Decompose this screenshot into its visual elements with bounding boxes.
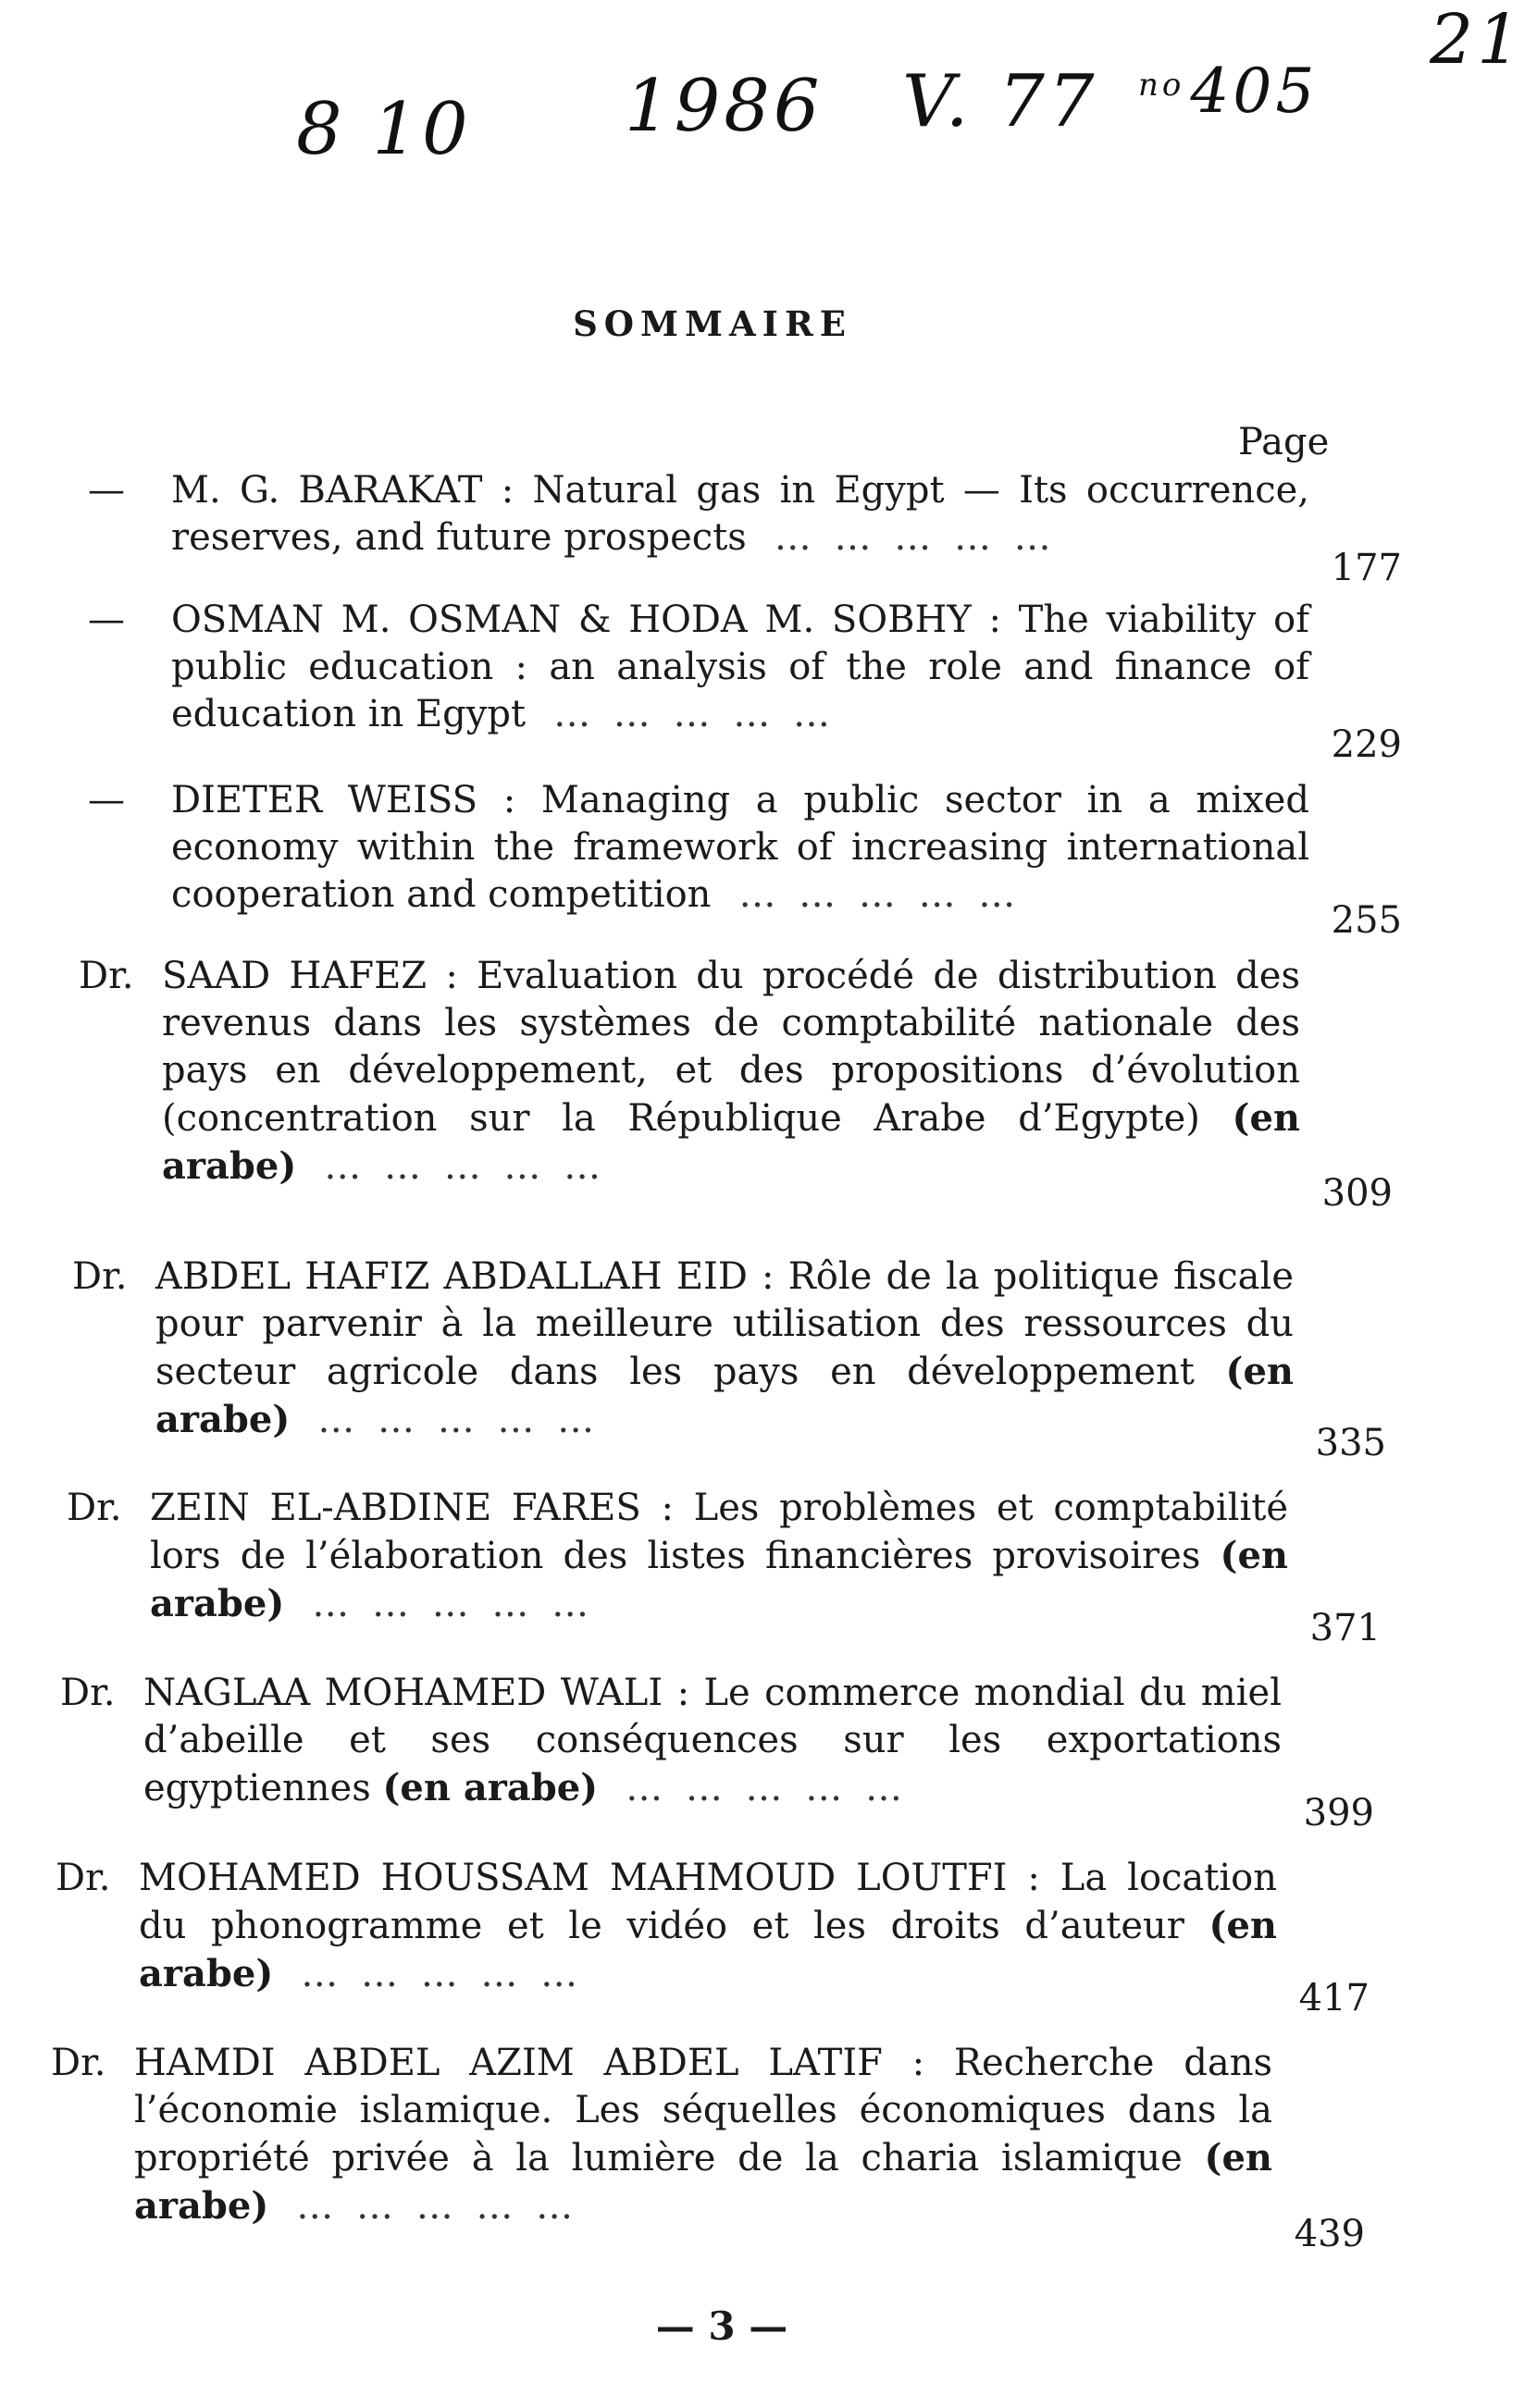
leader-dots: … … … … … bbox=[301, 1953, 584, 1995]
toc-entry bbox=[60, 1670, 1374, 1836]
handwritten-year: 1986 bbox=[625, 65, 824, 148]
entry-page: 309 bbox=[1321, 1172, 1393, 1215]
toc-entry bbox=[88, 777, 1402, 942]
entry-text: HAMDI ABDEL AZIM ABDEL LATIF : Recherche dans l’économie islamique. Les séquelles économiques dans la propriété privée à la lumière de la charia islamique bbox=[134, 2042, 1272, 2180]
toc-entry bbox=[79, 953, 1393, 1221]
entry-prefix: — bbox=[88, 599, 125, 641]
leader-dots: … … … … … bbox=[317, 1399, 601, 1441]
toc-entry bbox=[67, 1485, 1381, 1651]
entry-language-note: (en arabe) bbox=[134, 2136, 1272, 2228]
leader-dots: … … … … … bbox=[324, 1145, 607, 1188]
entry-body bbox=[143, 1670, 1282, 1812]
entry-page: 371 bbox=[1309, 1607, 1381, 1649]
entry-prefix: Dr. bbox=[72, 1255, 128, 1298]
leader-dots: … … … … … bbox=[626, 1767, 908, 1809]
leader-dots: … … … … … bbox=[738, 873, 1022, 916]
entry-page: 177 bbox=[1331, 547, 1402, 589]
entry-body bbox=[155, 1253, 1294, 1444]
entry-page: 439 bbox=[1294, 2213, 1365, 2255]
toc-entry bbox=[56, 1855, 1370, 2021]
handwritten-number-prefix: no bbox=[1138, 67, 1185, 104]
entry-prefix: Dr. bbox=[51, 2042, 106, 2084]
entry-body bbox=[139, 1855, 1277, 1998]
leader-dots: … … … … … bbox=[774, 516, 1057, 559]
handwritten-number-value: 405 bbox=[1190, 56, 1319, 127]
handwritten-number bbox=[1138, 56, 1318, 127]
handwritten-corner-mark: 21 bbox=[1430, 0, 1525, 80]
entry-prefix: Dr. bbox=[79, 955, 134, 997]
entry-text: ABDEL HAFIZ ABDALLAH EID : Rôle de la politique fiscale pour parvenir à la meilleure utilisation des ressources du secteur agricole dans les pays en développement bbox=[155, 1255, 1294, 1393]
entry-prefix: Dr. bbox=[56, 1857, 111, 1899]
entry-body bbox=[171, 777, 1309, 919]
handwritten-call-number: 8 10 bbox=[296, 88, 472, 171]
page-number: — 3 — bbox=[655, 2303, 788, 2349]
entry-text: DIETER WEISS : Managing a public sector in a mixed economy within the framework of increasing international cooperation and competition bbox=[171, 779, 1309, 916]
toc-entry bbox=[72, 1253, 1386, 1466]
entry-body bbox=[171, 467, 1309, 562]
entry-language-note: (en arabe) bbox=[139, 1904, 1277, 1995]
leader-dots: … … … … … bbox=[312, 1583, 595, 1625]
entry-language-note: (en arabe) bbox=[155, 1350, 1295, 1441]
leader-dots: … … … … … bbox=[553, 693, 836, 735]
entry-body bbox=[171, 597, 1309, 738]
entry-prefix: — bbox=[88, 779, 125, 821]
leader-dots: … … … … … bbox=[296, 2185, 579, 2228]
entry-text: NAGLAA MOHAMED WALI : Le commerce mondial du miel d’abeille et ses conséquences sur les exportations egyptiennes bbox=[143, 1672, 1282, 1809]
entry-page: 399 bbox=[1303, 1792, 1374, 1834]
entry-prefix: Dr. bbox=[60, 1672, 116, 1714]
entry-prefix: — bbox=[88, 469, 125, 512]
page-title: SOMMAIRE bbox=[573, 303, 852, 344]
entry-body bbox=[162, 953, 1300, 1191]
toc-entry bbox=[88, 467, 1402, 589]
handwritten-volume: V. 77 bbox=[902, 60, 1098, 143]
entry-text: MOHAMED HOUSSAM MAHMOUD LOUTFI : La location du phonogramme et le vidéo et les droits d’auteur bbox=[139, 1857, 1277, 1947]
entry-page: 229 bbox=[1331, 723, 1402, 766]
entry-prefix: Dr. bbox=[67, 1487, 122, 1529]
entry-language-note: (en arabe) bbox=[162, 1096, 1300, 1188]
entry-page: 335 bbox=[1315, 1422, 1386, 1464]
entry-text: M. G. BARAKAT : Natural gas in Egypt — Its occurrence, reserves, and future prospects bbox=[171, 469, 1309, 559]
page-column-label: Page bbox=[1238, 421, 1330, 463]
entry-text: ZEIN EL-ABDINE FARES : Les problèmes et comptabilité lors de l’élaboration des listes financières provisoires bbox=[150, 1487, 1288, 1577]
toc-entry bbox=[51, 2040, 1365, 2262]
toc-entry bbox=[88, 597, 1402, 766]
entry-page: 255 bbox=[1331, 899, 1402, 942]
entry-page: 417 bbox=[1298, 1977, 1370, 2019]
entry-language-note: (en arabe) bbox=[382, 1766, 599, 1809]
entry-text: OSMAN M. OSMAN & HODA M. SOBHY : The viability of public education : an analysis of the role and finance of education in Egypt bbox=[171, 599, 1309, 735]
entry-body bbox=[150, 1485, 1288, 1628]
entry-body bbox=[134, 2040, 1272, 2230]
entry-language-note: (en arabe) bbox=[150, 1534, 1288, 1625]
entry-text: SAAD HAFEZ : Evaluation du procédé de distribution des revenus dans les systèmes de comptabilité nationale des pays en développement, et des propositions d’évolution (concentration sur la République Arabe d’Egypte) bbox=[162, 955, 1300, 1140]
